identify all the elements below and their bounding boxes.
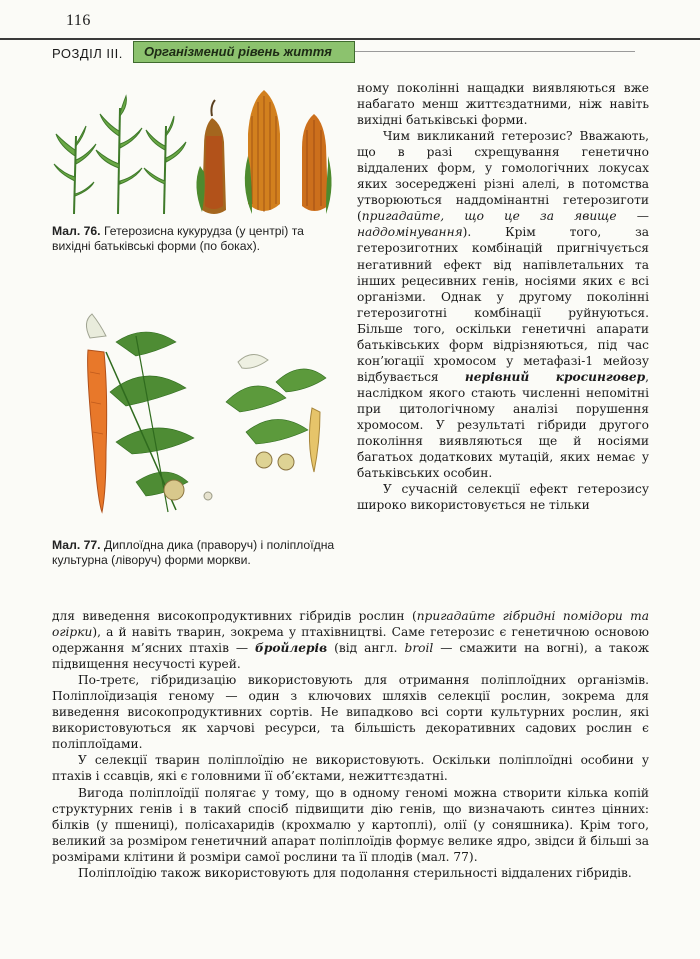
paragraph-text: ), а й навіть тварин, зокрема у птахівництві. Саме гетерозис є генетичною основою одержання м’ясних птахів — — [52, 625, 649, 656]
corn-cob-center — [245, 90, 280, 214]
paragraph: Вигода поліплоїдії полягає у тому, що в одному геномі можна створити кілька копій структурних генів і в такий спосіб підвищити дію генів, що визначають синтез цінних: білків (у пшениці), полісахаридів (крохмалю у картоплі), олії (у соняшника). Крім того, великий за розміром генетичний апарат поліплоїдів формує велике ядро, звідси й більші за розмірами клітини й розміри самої рослини та її плодів (мал. 77). — [52, 785, 650, 864]
corn-seedling-3 — [144, 116, 186, 214]
header-divider — [0, 38, 700, 40]
figure-77-caption-text: Диплоїдна дика (праворуч) і поліплоїдна культурна (ліворуч) форми моркви. — [52, 538, 335, 567]
figure-77-carrot-illustration — [76, 312, 338, 522]
paragraph: Поліплоїдію також використовують для подолання стерильності віддалених гібридів. — [78, 865, 632, 880]
paragraph-text: , наслідком якого стають численні непомітні при цитологічному аналізі порушення хромосом. У результаті гібриди другого покоління виявляються ще й носіями багатьох додаткових мутацій, яких немає у батьківських особин. — [357, 369, 649, 481]
body-text — [52, 608, 649, 881]
corn-seedling-1 — [54, 126, 96, 214]
figure-76-caption — [52, 224, 338, 254]
figure-77-label: Мал. 77. — [52, 538, 101, 552]
key-term: бройлерів — [255, 641, 328, 656]
paragraph-text: — смажити на вогні), а також підвищення несучості курей. — [52, 641, 650, 672]
paragraph: У селекції тварин поліплоїдію не використовують. Оскільки поліплоїдні особини у птахів і ссавців, які є головними її об’єктами, нежиттєздатні. — [52, 753, 649, 784]
paragraph-text: ). Крім того, за гетерозиготних комбінацій пригнічується негативний ефект від напівлетальних та інших рецесивних генів, носіями яких є всі організми. Однак у другому поколінні гетерозиготні комбінації руйнуються. Більше того, оскільки генетичні апарати батьківських форм відрізняються, під час кон’югації хромосом у метафазі-1 мейозу відбувається — [357, 225, 649, 384]
corn-cob-left — [196, 100, 226, 214]
corn-seedling-2 — [96, 96, 142, 214]
figure-76-corn-illustration — [52, 86, 342, 218]
emphasis-text: пригадайте, що це за явище — наддомінування — [357, 209, 649, 240]
figure-76-caption-text: Гетерозисна кукурудза (у центрі) та вихідні батьківські форми (по боках). — [52, 224, 304, 253]
paragraph — [357, 128, 649, 481]
carrot-seed — [204, 492, 212, 500]
paragraph-text: Чим викликаний гетерозис? Вважають, що в разі схрещування генетично віддалених форм, у гомологічних локусах яких зосереджені різні алелі, в потомства утворюються наддомінантні гетерозиготи ( — [357, 129, 649, 224]
emphasis-text: пригадайте гібридні помідори та огірки — [52, 609, 649, 640]
paragraph: По-третє, гібридизацію використовують для отримання поліплоїдних організмів. Поліплоїдизація геному — один з ключових шляхів селекції рослин, зокрема для виведення високопродуктивних сортів. Не випадково всі сорти культурних рослин, які використовуються як харчові ресурси, та більшість декоративних садових рослин є поліплоїдами. — [52, 673, 649, 752]
paragraph-text: для виведення високопродуктивних гібридів рослин ( — [52, 609, 417, 623]
paragraph: У сучасній селекції ефект гетерозису широко використовується не тільки — [357, 482, 649, 513]
right-column-text — [357, 80, 649, 513]
section-title: Організмений рівень життя — [133, 41, 355, 63]
key-term: нерівний кросинговер — [464, 369, 646, 384]
figure-76-label: Мал. 76. — [52, 224, 101, 238]
carrot-wild-right — [226, 354, 326, 472]
header-line — [355, 51, 635, 52]
paragraph: ному поколінні нащадки виявляються вже набагато менш життєздатними, ніж навіть вихідні батьківські форми. — [357, 81, 649, 128]
section-label: РОЗДІЛ III. — [52, 46, 123, 61]
paragraph — [52, 608, 649, 672]
page-number: 116 — [66, 12, 91, 29]
carrot-cultivated-left — [86, 314, 106, 512]
carrot-seed-cluster — [164, 480, 184, 500]
emphasis-text: broil — [404, 641, 434, 656]
corn-cob-right — [302, 114, 332, 214]
figure-77-caption — [52, 538, 342, 568]
paragraph-text: (від англ. — [334, 641, 398, 656]
